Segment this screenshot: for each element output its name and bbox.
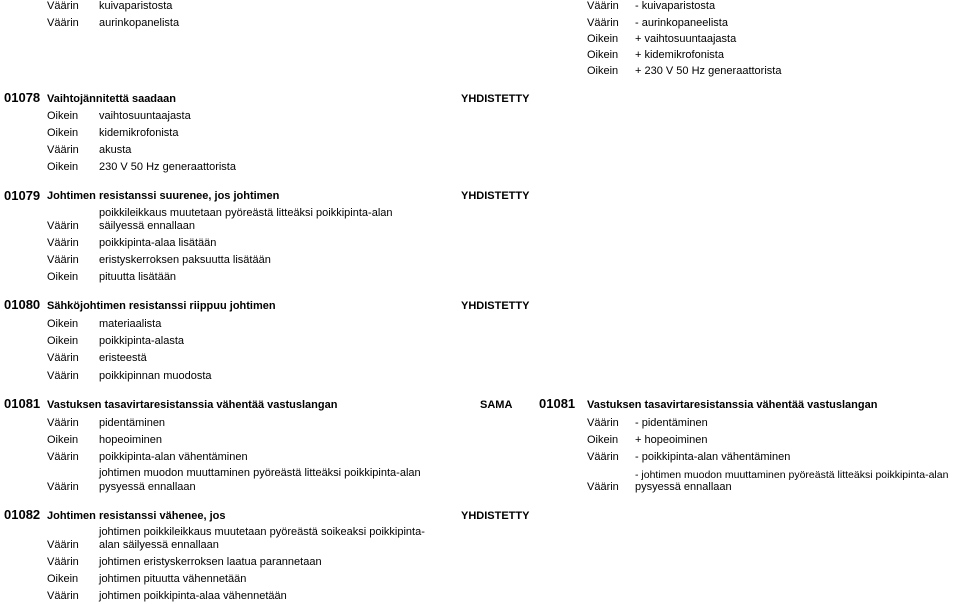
answer-status: Oikein [47, 573, 79, 585]
question-id: 01081 [539, 396, 576, 411]
answer-text: aurinkopanelista [99, 17, 180, 29]
answer-text: + 230 V 50 Hz generaattorista [635, 65, 782, 77]
answer-text: vaihtosuuntaajasta [99, 110, 191, 122]
answer-text: pituutta lisätään [99, 271, 177, 283]
answer-text: 230 V 50 Hz generaattorista [99, 161, 236, 173]
answer-status: Oikein [47, 127, 79, 139]
answer-status: Väärin [587, 451, 619, 463]
answer-status: Väärin [47, 237, 79, 249]
answer-status: Oikein [587, 65, 619, 77]
answer-text: johtimen eristyskerroksen laatua parannetaan [99, 556, 322, 568]
answer-status: Väärin [587, 0, 619, 12]
answer-text: eristyskerroksen paksuutta lisätään [99, 254, 271, 266]
answer-status: Väärin [47, 481, 79, 493]
answer-text-line2: säilyessä ennallaan [99, 220, 196, 232]
answer-status: Väärin [587, 417, 619, 429]
comparison-result: YHDISTETTY [461, 300, 530, 312]
answer-text: - pidentäminen [635, 417, 708, 429]
answer-text: - poikkipinta-alan vähentäminen [635, 451, 791, 463]
question-title: Sähköjohtimen resistanssi riippuu johtimen [47, 300, 276, 312]
answer-status: Oikein [587, 33, 619, 45]
answer-text: + hopeoiminen [635, 434, 708, 446]
answer-text: poikkipinnan muodosta [99, 370, 212, 382]
question-title: Vastuksen tasavirtaresistanssia vähentää vastuslangan [587, 399, 878, 411]
answer-status: Oikein [47, 434, 79, 446]
answer-status: Väärin [47, 417, 79, 429]
answer-status: Oikein [47, 161, 79, 173]
question-id: 01078 [4, 90, 41, 105]
answer-status: Oikein [587, 49, 619, 61]
answer-text: eristeestä [99, 352, 147, 364]
answer-text: poikkipinta-alan vähentäminen [99, 451, 248, 463]
comparison-result: YHDISTETTY [461, 510, 530, 522]
answer-text: pidentäminen [99, 417, 166, 429]
answer-text: hopeoiminen [99, 434, 162, 446]
answer-status: Väärin [47, 220, 79, 232]
answer-text: poikkipinta-alasta [99, 335, 184, 347]
answer-status: Väärin [587, 481, 619, 493]
answer-text-line1: poikkileikkaus muutetaan pyöreästä litteäksi poikkipinta-alan [99, 207, 393, 219]
answer-text: + kidemikrofonista [635, 49, 724, 61]
comparison-result: YHDISTETTY [461, 93, 530, 105]
answer-text-line2: pysyessä ennallaan [99, 481, 196, 493]
answer-status: Väärin [47, 0, 79, 12]
answer-status: Oikein [47, 335, 79, 347]
question-id: 01082 [4, 507, 41, 522]
answer-text: - kuivaparistosta [635, 0, 716, 12]
question-title: Johtimen resistanssi vähenee, jos [47, 510, 226, 522]
answer-status: Oikein [587, 434, 619, 446]
question-id: 01081 [4, 396, 41, 411]
answer-status: Oikein [47, 318, 79, 330]
answer-text-line1: johtimen poikkileikkaus muutetaan pyöreästä soikeaksi poikkipinta- [99, 526, 425, 538]
answer-status: Väärin [47, 17, 79, 29]
answer-text: kuivaparistosta [99, 0, 173, 12]
answer-status: Väärin [47, 590, 79, 602]
question-id: 01079 [4, 188, 41, 203]
answer-status: Oikein [47, 110, 79, 122]
question-id: 01080 [4, 297, 41, 312]
answer-text: + vaihtosuuntaajasta [635, 33, 737, 45]
answer-text: materiaalista [99, 318, 162, 330]
comparison-result: SAMA [480, 399, 513, 411]
question-title: Johtimen resistanssi suurenee, jos johtimen [47, 190, 280, 202]
answer-text-line2: pysyessä ennallaan [635, 481, 732, 493]
question-title: Vaihtojännitettä saadaan [47, 93, 176, 105]
answer-text-line1: johtimen muodon muuttaminen pyöreästä litteäksi poikkipinta-alan [99, 467, 421, 479]
answer-text: johtimen pituutta vähennetään [99, 573, 247, 585]
answer-status: Väärin [47, 352, 79, 364]
answer-text-line1: - johtimen muodon muuttaminen pyöreästä litteäksi poikkipinta-alan [635, 469, 949, 481]
answer-status: Väärin [47, 539, 79, 551]
comparison-result: YHDISTETTY [461, 190, 530, 202]
answer-status: Väärin [47, 556, 79, 568]
answer-text: akusta [99, 144, 132, 156]
answer-status: Väärin [47, 451, 79, 463]
answer-status: Väärin [47, 144, 79, 156]
answer-text: poikkipinta-alaa lisätään [99, 237, 217, 249]
answer-status: Oikein [47, 271, 79, 283]
answer-text: johtimen poikkipinta-alaa vähennetään [99, 590, 287, 602]
answer-status: Väärin [47, 254, 79, 266]
question-title: Vastuksen tasavirtaresistanssia vähentää vastuslangan [47, 399, 338, 411]
answer-text: - aurinkopaneelista [635, 17, 728, 29]
answer-text-line2: alan säilyessä ennallaan [99, 539, 219, 551]
answer-status: Väärin [47, 370, 79, 382]
answer-status: Väärin [587, 17, 619, 29]
answer-text: kidemikrofonista [99, 127, 179, 139]
